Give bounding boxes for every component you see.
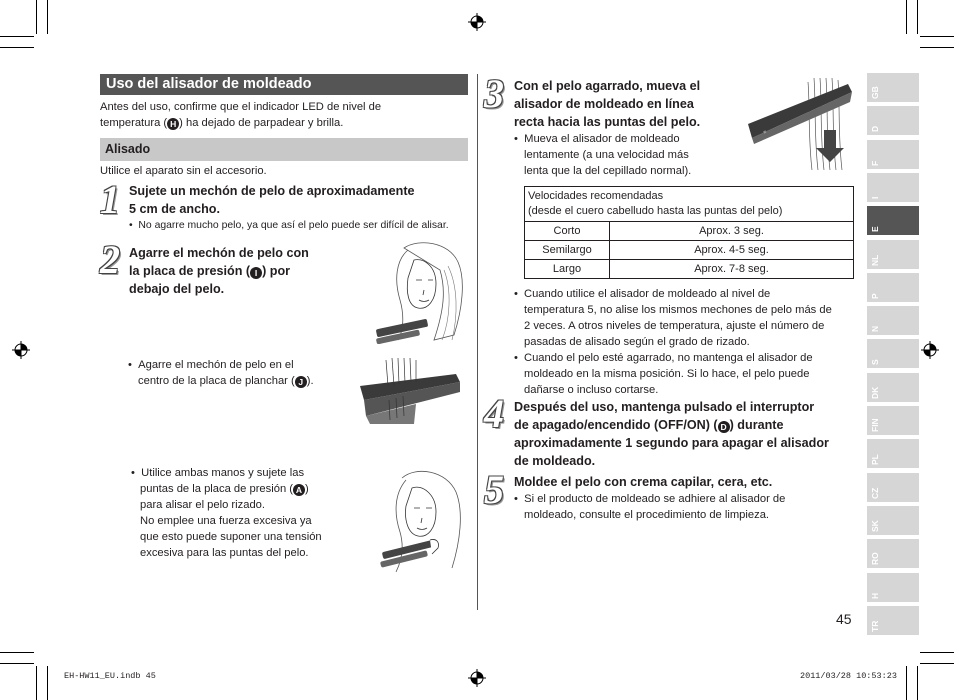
step-note: moldeado, consulte el procedimiento de limpieza. <box>524 509 770 521</box>
language-tab-label: E <box>870 226 880 232</box>
bullet-text: moldeado en la misma posición. Si lo hace, el pelo puede <box>524 368 810 380</box>
crop-mark <box>47 0 48 34</box>
step-heading: alisador de moldeado en línea <box>514 97 694 111</box>
language-tab-s[interactable] <box>867 339 919 368</box>
crop-mark <box>906 666 907 700</box>
bullet-text: Cuando el pelo esté agarrado, no mantenga el alisador de <box>524 352 813 364</box>
iron-plate-j-badge: J <box>295 376 307 388</box>
step-heading: 5 cm de ancho. <box>129 202 220 216</box>
crop-mark <box>917 0 918 34</box>
language-tab-f[interactable] <box>867 140 919 169</box>
language-tab-label: P <box>870 293 880 299</box>
bullet-text: pasadas de alisado según el grado de rizado. <box>524 336 750 348</box>
svg-text:≡: ≡ <box>762 129 768 136</box>
bullet-text: 2 veces. A otros niveles de temperatura, ajuste el número de <box>524 320 825 332</box>
table-header: Velocidades recomendadas (desde el cuero cabelludo hasta las puntas del pelo) <box>525 187 854 222</box>
language-tab-i[interactable] <box>867 173 919 202</box>
language-tab-n[interactable] <box>867 306 919 335</box>
registration-mark-icon <box>468 669 486 687</box>
step-heading: recta hacia las puntas del pelo. <box>514 115 701 129</box>
step-note: • Si el producto de moldeado se adhiere al alisador de <box>514 493 786 505</box>
woman-straightening-illustration <box>374 240 466 344</box>
language-tab-label: DK <box>870 386 880 399</box>
language-tab-label: FIN <box>870 418 880 432</box>
hair-length-cell: Corto <box>525 222 610 241</box>
language-tab-pl[interactable] <box>867 439 919 468</box>
step-heading: Sujete un mechón de pelo de aproximadamente <box>129 184 415 198</box>
footer-file: EH-HW11_EU.indb 45 <box>64 671 156 681</box>
bullet-marker: • <box>514 288 518 300</box>
language-tab-ro[interactable] <box>867 539 919 568</box>
subsection-title: Alisado <box>100 138 468 161</box>
straightener-motion-illustration <box>744 76 854 172</box>
bullet-text: temperatura 5, no alise los mismos mechones de pelo más de <box>524 304 832 316</box>
step-number: 4 <box>484 391 504 436</box>
language-tab-label: CZ <box>870 487 880 499</box>
woman-both-hands-illustration <box>374 468 464 574</box>
crop-mark <box>36 0 37 34</box>
step-heading: la placa de presión ( I ) por <box>129 264 291 278</box>
step-note: que esto puede suponer una tensión <box>140 531 322 543</box>
language-tab-label: TR <box>870 620 880 632</box>
power-switch-d-badge: D <box>718 421 730 433</box>
step-number: 2 <box>100 237 120 282</box>
crop-mark <box>36 666 37 700</box>
crop-mark <box>0 36 34 37</box>
language-tab-cz[interactable] <box>867 473 919 502</box>
language-tab-label: RO <box>870 552 880 565</box>
step-heading: Moldee el pelo con crema capilar, cera, etc. <box>514 475 773 489</box>
column-divider <box>477 74 478 610</box>
bullet-text: dañarse o incluso cortarse. <box>524 384 659 396</box>
language-tab-d[interactable] <box>867 106 919 135</box>
pressure-plate-a-badge: A <box>293 484 305 496</box>
page-number: 45 <box>836 611 852 627</box>
crop-mark <box>920 47 954 48</box>
language-tab-gb[interactable] <box>867 73 919 102</box>
table-row <box>525 222 854 241</box>
table-header-row <box>525 187 854 222</box>
language-tab-label: SK <box>870 520 880 532</box>
table-row <box>525 260 854 279</box>
intro-line: Antes del uso, confirme que el indicador LED de nivel de <box>100 101 382 113</box>
step-number: 1 <box>100 177 120 222</box>
crop-mark <box>920 652 954 653</box>
language-tab-label: H <box>870 592 880 599</box>
step-heading: de moldeado. <box>514 454 596 468</box>
step-heading: de apagado/encendido (OFF/ON) ( D ) durante <box>514 418 784 432</box>
step-note: para alisar el pelo rizado. <box>140 499 265 511</box>
step-note: • Agarre el mechón de pelo en el <box>128 359 294 371</box>
step-number: 3 <box>484 71 504 116</box>
crop-mark <box>920 663 954 664</box>
step-note: • Utilice ambas manos y sujete las <box>131 467 305 479</box>
pressure-plate-i-badge: I <box>250 267 262 279</box>
language-tab-label: PL <box>870 454 880 465</box>
hair-length-cell: Largo <box>525 260 610 279</box>
step-note: • Mueva el alisador de moldeado <box>514 133 680 145</box>
crop-mark <box>0 47 34 48</box>
hair-length-cell: Semilargo <box>525 241 610 260</box>
table-row <box>525 241 854 260</box>
crop-mark <box>47 666 48 700</box>
recommended-speeds-table <box>524 186 854 279</box>
step-note: lenta que la del cepillado normal). <box>524 165 692 177</box>
step-note: No emplee una fuerza excesiva ya <box>140 515 312 527</box>
crop-mark <box>920 36 954 37</box>
speed-cell: Aprox. 3 seg. <box>610 222 854 241</box>
registration-mark-icon <box>468 13 486 31</box>
language-tab-fin[interactable] <box>867 406 919 435</box>
crop-mark <box>0 652 34 653</box>
crop-mark <box>906 0 907 34</box>
language-tab-dk[interactable] <box>867 373 919 402</box>
step-heading: aproximadamente 1 segundo para apagar el alisador <box>514 436 829 450</box>
registration-mark-icon <box>921 341 939 359</box>
step-note: lentamente (a una velocidad más <box>524 149 689 161</box>
intro-line: temperatura ( H ) ha dejado de parpadear y brilla. <box>100 117 344 129</box>
indicator-h-badge: H <box>167 118 179 130</box>
language-tab-sk[interactable] <box>867 506 919 535</box>
language-tab-label: F <box>870 160 880 166</box>
crop-mark <box>917 666 918 700</box>
straightener-closeup-illustration <box>356 356 462 426</box>
bullet-text: Cuando utilice el alisador de moldeado al nivel de <box>524 288 771 300</box>
step-number: 5 <box>484 467 504 512</box>
footer-timestamp: 2011/03/28 10:53:23 <box>800 671 897 681</box>
bullet-marker: • <box>514 352 518 364</box>
speed-cell: Aprox. 7-8 seg. <box>610 260 854 279</box>
step-heading: Después del uso, mantenga pulsado el interruptor <box>514 400 815 414</box>
step-heading: Con el pelo agarrado, mueva el <box>514 79 701 93</box>
step-heading: Agarre el mechón de pelo con <box>129 246 309 260</box>
step-note: excesiva para las puntas del pelo. <box>140 547 309 559</box>
step-note: puntas de la placa de presión ( A ) <box>140 483 309 495</box>
step-note: centro de la placa de planchar ( J ). <box>138 375 314 387</box>
language-tab-label: I <box>870 196 880 199</box>
step-note: • No agarre mucho pelo, ya que así el pelo puede ser difícil de alisar. <box>129 220 449 231</box>
step-heading: debajo del pelo. <box>129 282 225 296</box>
language-tab-label: GB <box>870 86 880 99</box>
speed-cell: Aprox. 4-5 seg. <box>610 241 854 260</box>
language-tab-label: D <box>870 125 880 132</box>
language-tab-label: S <box>870 359 880 365</box>
language-tab-tr[interactable] <box>867 606 919 635</box>
language-tab-e[interactable] <box>867 206 919 235</box>
language-tab-h[interactable] <box>867 573 919 602</box>
language-tab-p[interactable] <box>867 273 919 302</box>
crop-mark <box>0 663 34 664</box>
registration-mark-icon <box>12 341 30 359</box>
language-tab-label: NL <box>870 254 880 266</box>
subsection-intro: Utilice el aparato sin el accesorio. <box>100 165 267 177</box>
language-tab-label: N <box>870 325 880 332</box>
language-tab-nl[interactable] <box>867 240 919 269</box>
section-title: Uso del alisador de moldeado <box>100 74 468 95</box>
